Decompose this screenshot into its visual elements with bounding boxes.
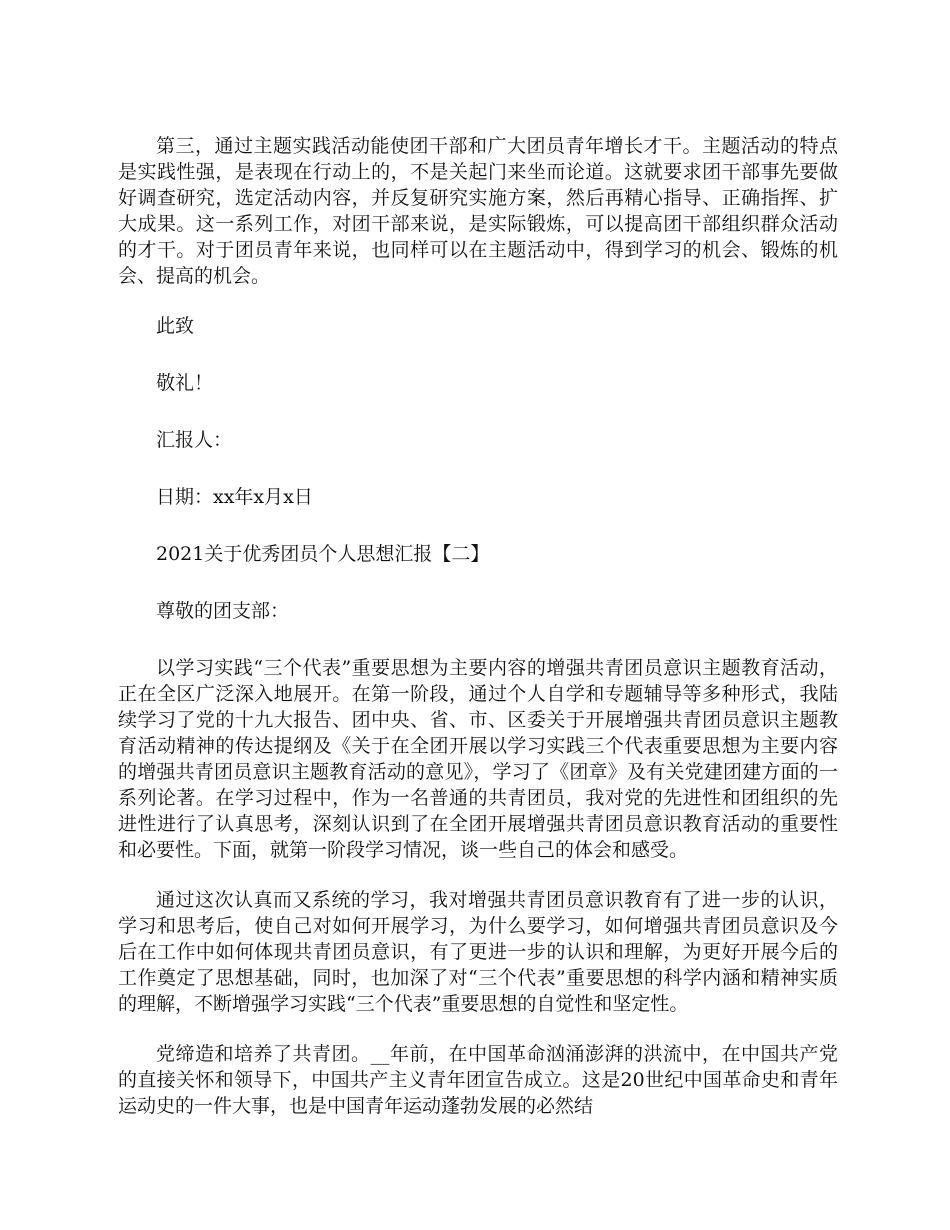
salutation: 尊敬的团支部： <box>156 600 290 622</box>
closing-line-1: 此致 <box>156 315 195 337</box>
closing-line-2: 敬礼！ <box>156 372 214 394</box>
paragraph-4: 党缔造和培养了共青团。__年前，在中国革命汹涌澎湃的洪流中，在中国共产党的直接关怀和领导下，中国共产主义青年团宣告成立。这是20世纪中国革命史和青年运动史的一件大事，也是中国青年运动蓬勃发展的必然结 <box>118 1043 838 1117</box>
reporter-line: 汇报人： <box>156 429 233 451</box>
paragraph-2: 以学习实践“三个代表”重要思想为主要内容的增强共青团员意识主题教育活动，正在全区广泛深入地展开。在第一阶段，通过个人自学和专题辅导等多种形式，我陆续学习了党的十九大报告、团中央、省、市、区委关于开展增强共青团员意识主题教育活动精神的传达提纲及《关于在全团开展以学习实践三个代表重要思想为主要内容的增强共青团员意识主题教育活动的意见》，学习了《团章》及有关党建团建方面的一系列论著。在学习过程中，作为一名普通的共青团员，我对党的先进性和团组织的先进性进行了认真思考，深刻认识到了在全团开展增强共青团员意识教育活动的重要性和必要性。下面，就第一阶段学习情况，谈一些自己的体会和感受。 <box>118 657 838 861</box>
date-line: 日期：xx年x月x日 <box>156 486 313 508</box>
document-page <box>118 133 838 1119</box>
paragraph-3: 通过这次认真而又系统的学习，我对增强共青团员意识教育有了进一步的认识，学习和思考后，使自己对如何开展学习，为什么要学习，如何增强共青团员意识及今后在工作中如何体现共青团员意识，有了更进一步的认识和理解，为更好开展今后的工作奠定了思想基础，同时，也加深了对“三个代表”重要思想的科学内涵和精神实质的理解，不断增强学习实践“三个代表”重要思想的自觉性和坚定性。 <box>118 889 838 1015</box>
section-title: 2021关于优秀团员个人思想汇报【二】 <box>156 543 490 565</box>
paragraph-1: 第三，通过主题实践活动能使团干部和广大团员青年增长才干。主题活动的特点是实践性强，是表现在行动上的，不是关起门来坐而论道。这就要求团干部事先要做好调查研究，选定活动内容，并反复研究实施方案，然后再精心指导、正确指挥、扩大成果。这一系列工作，对团干部来说，是实际锻炼，可以提高团干部组织群众活动的才干。对于团员青年来说，也同样可以在主题活动中，得到学习的机会、锻炼的机会、提高的机会。 <box>118 135 838 287</box>
